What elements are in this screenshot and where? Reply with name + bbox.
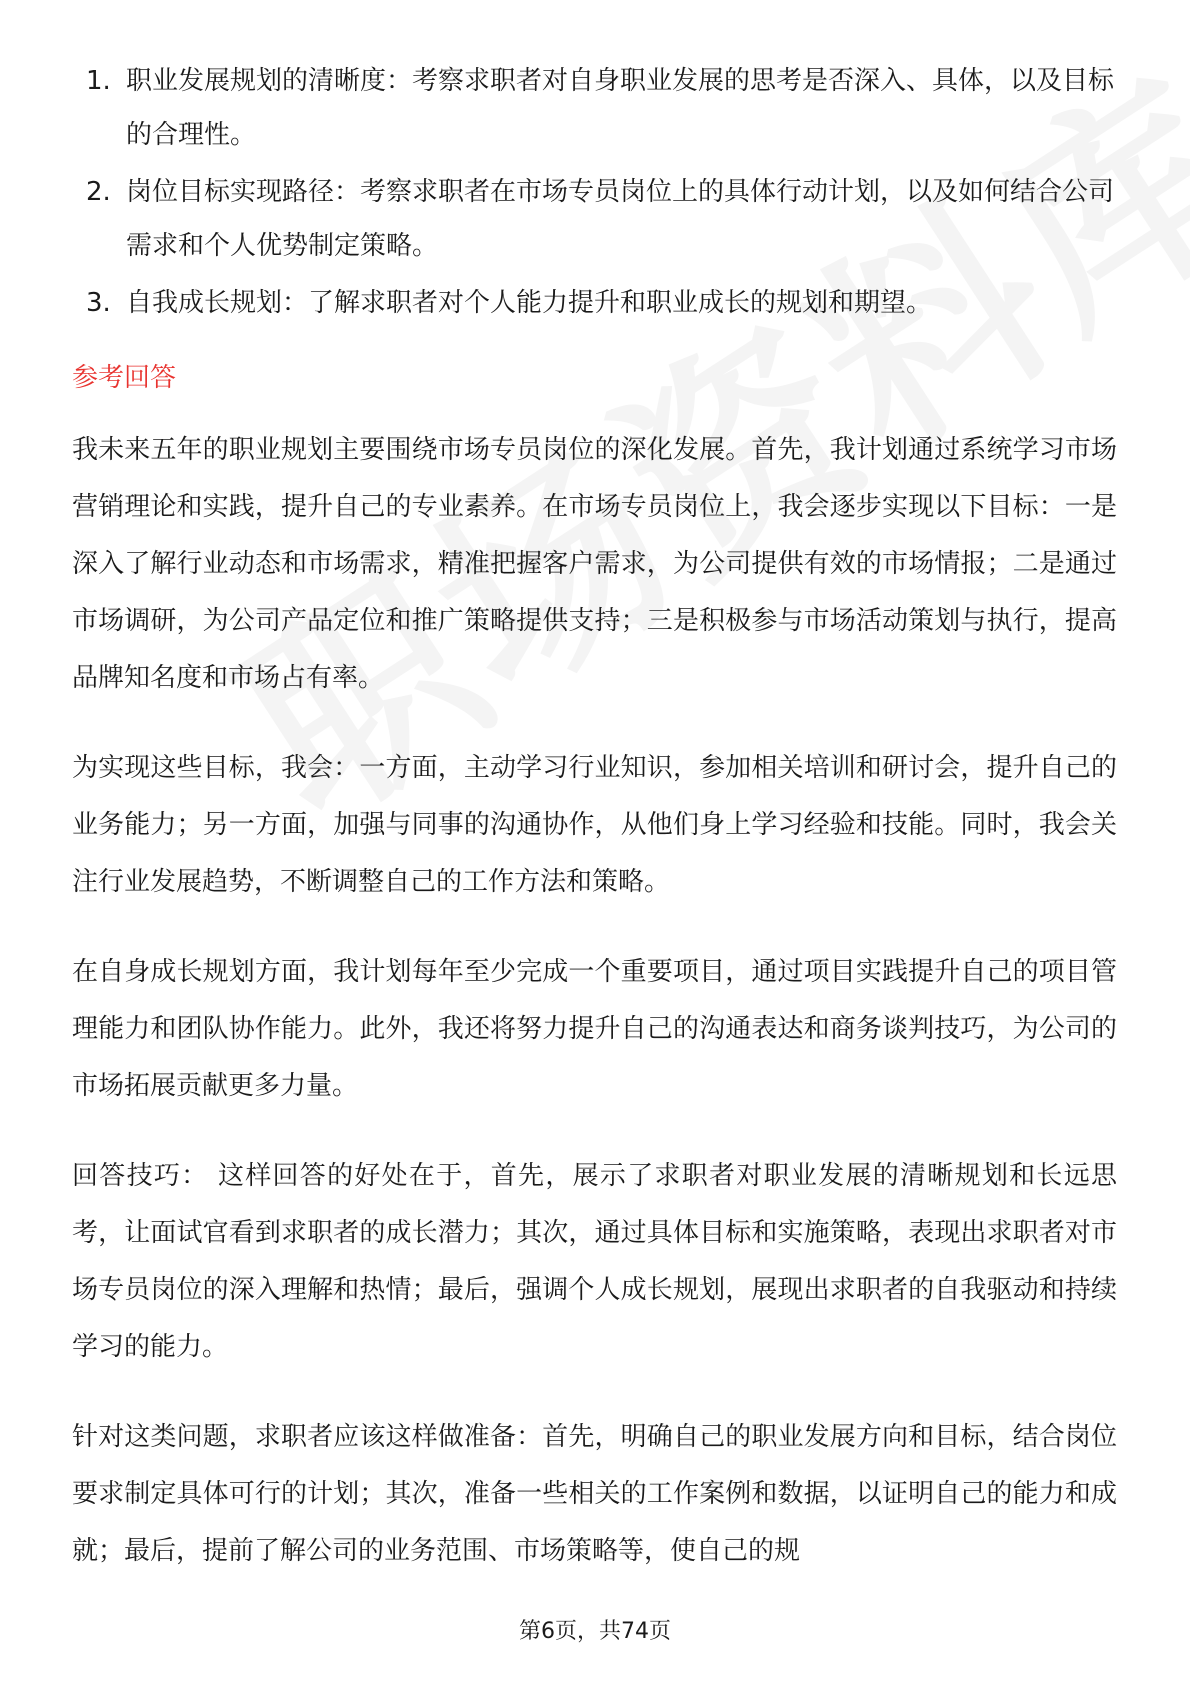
list-item [72,276,1117,330]
list-item [72,165,1117,273]
page-content [72,54,1117,1613]
page-number-footer: 第6页，共74页 [519,1619,671,1644]
list-item-text: 岗位目标实现路径：考察求职者在市场专员岗位上的具体行动计划，以及如何结合公司需求和个人优势制定策略。 [126,177,1115,261]
list-number: 3. [86,288,111,318]
evaluation-points-list [72,54,1117,330]
list-item-text: 自我成长规划：了解求职者对个人能力提升和职业成长的规划和期望。 [126,288,933,318]
list-number: 2. [86,177,111,207]
list-item-text: 职业发展规划的清晰度：考察求职者对自身职业发展的思考是否深入、具体，以及目标的合理性。 [126,66,1115,150]
paragraph: 回答技巧： 这样回答的好处在于，首先，展示了求职者对职业发展的清晰规划和长远思考，让面试官看到求职者的成长潜力；其次，通过具体目标和实施策略，表现出求职者对市场专员岗位的深入理解和热情；最后，强调个人成长规划，展现出求职者的自我驱动和持续学习的能力。 [72,1161,1117,1362]
section-title: 参考回答 [72,363,177,393]
list-item [72,54,1117,162]
paragraph: 针对这类问题，求职者应该这样做准备：首先，明确自己的职业发展方向和目标，结合岗位要求制定具体可行的计划；其次，准备一些相关的工作案例和数据，以证明自己的能力和成就；最后，提前了解公司的业务范围、市场策略等，使自己的规 [72,1422,1117,1566]
paragraph: 为实现这些目标，我会：一方面，主动学习行业知识，参加相关培训和研讨会，提升自己的业务能力；另一方面，加强与同事的沟通协作，从他们身上学习经验和技能。同时，我会关注行业发展趋势，不断调整自己的工作方法和策略。 [72,753,1117,897]
paragraph: 在自身成长规划方面，我计划每年至少完成一个重要项目，通过项目实践提升自己的项目管理能力和团队协作能力。此外，我还将努力提升自己的沟通表达和商务谈判技巧，为公司的市场拓展贡献更多力量。 [72,957,1117,1101]
paragraph: 我未来五年的职业规划主要围绕市场专员岗位的深化发展。首先，我计划通过系统学习市场营销理论和实践，提升自己的专业素养。在市场专员岗位上，我会逐步实现以下目标：一是深入了解行业动态和市场需求，精准把握客户需求，为公司提供有效的市场情报；二是通过市场调研，为公司产品定位和推广策略提供支持；三是积极参与市场活动策划与执行，提高品牌知名度和市场占有率。 [72,435,1117,693]
list-number: 1. [86,66,111,96]
